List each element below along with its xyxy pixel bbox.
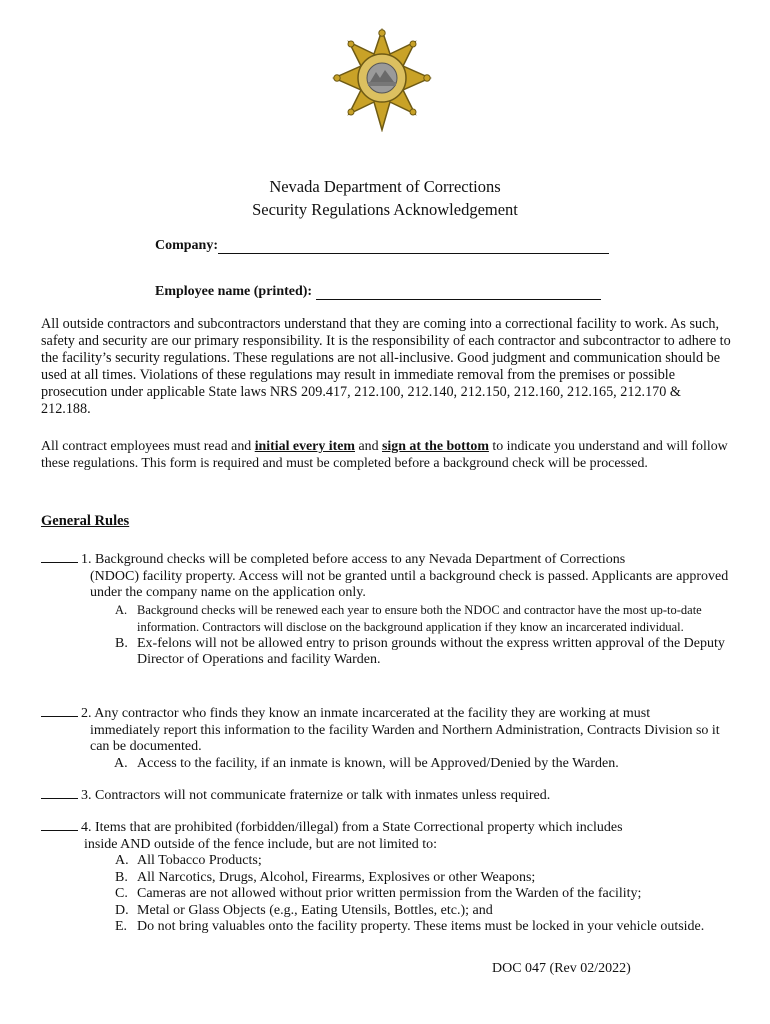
nevada-doc-star-badge-icon: [332, 28, 432, 132]
sub-letter: C.: [115, 886, 128, 901]
employee-name-field[interactable]: [155, 284, 601, 300]
rule-4-continued: inside AND outside of the fence include, but are not limited to:: [84, 836, 438, 852]
sub-letter: A.: [115, 602, 128, 617]
form-number-footer: DOC 047 (Rev 02/2022): [492, 961, 631, 976]
sub-text: All Narcotics, Drugs, Alcohol, Firearms, Explosives or other Weapons;: [137, 869, 536, 885]
company-label: Company:: [155, 238, 219, 253]
rule-item-2: [41, 704, 731, 772]
rule-4-text: 4. Items that are prohibited (forbidden/illegal) from a State Correctional property which includes: [81, 820, 623, 835]
rule-2-sub-a: [41, 756, 731, 773]
instructions-text-3: to indicate you understand and will follow these regulations. This form is required and must be completed before a background check will be processed.: [41, 439, 728, 471]
rule-4-sub-d: [41, 903, 731, 920]
rule-item-3: [41, 786, 731, 805]
rule-4-sub-b: [41, 870, 731, 887]
sub-text: Background checks will be renewed each year to ensure both the NDOC and contractor have the most up-to-date information. Contractors will disclose on the background application if they know an incarcerated individual.: [137, 602, 702, 634]
sub-text: Ex-felons will not be allowed entry to prison grounds without the express written approval of the Deputy Director of Operations and facility Warden.: [137, 635, 725, 667]
employee-name-label: Employee name (printed):: [155, 284, 313, 299]
rule-3-text: 3. Contractors will not communicate fraternize or talk with inmates unless required.: [81, 788, 551, 803]
rule-4-sub-c: [41, 886, 731, 903]
sub-text: Cameras are not allowed without prior written permission from the Warden of the facility;: [137, 886, 642, 901]
sub-letter: A.: [115, 853, 129, 868]
rule-1-text: 1. Background checks will be completed before access to any Nevada Department of Corrections: [81, 552, 626, 567]
rule-1-sub-a: [41, 602, 731, 636]
initial-blank-4[interactable]: [41, 818, 78, 831]
rule-2-continued: immediately report this information to the facility Warden and Northern Administration, Contracts Division so it can be documented.: [90, 722, 720, 754]
initial-every-item-emphasis: initial every item: [254, 439, 355, 454]
sub-text: All Tobacco Products;: [137, 853, 262, 868]
instructions-paragraph: [41, 439, 731, 472]
sub-letter: D.: [115, 902, 129, 918]
rule-4-sub-a: [41, 853, 731, 870]
document-subtitle: Security Regulations Acknowledgement: [252, 200, 518, 219]
company-field[interactable]: [155, 238, 609, 254]
employee-name-input-line[interactable]: [316, 285, 601, 300]
rule-1-sub-b: [41, 636, 731, 669]
instructions-text-1: All contract employees must read and: [41, 439, 255, 454]
sub-text: Access to the facility, if an inmate is known, will be Approved/Denied by the Warden.: [137, 755, 619, 771]
instructions-text-2: and: [355, 439, 383, 454]
rule-item-4: [41, 818, 731, 936]
initial-blank-2[interactable]: [41, 704, 78, 717]
sub-text: Do not bring valuables onto the facility property. These items must be locked in your vehicle outside.: [137, 919, 705, 934]
initial-blank-3[interactable]: [41, 786, 78, 799]
sub-letter: A.: [114, 755, 128, 771]
sub-letter: B.: [115, 869, 128, 885]
intro-paragraph: All outside contractors and subcontractors understand that they are coming into a correctional facility to work. As such, safety and security are our primary responsibility. It is the responsibility of each contractor and subcontractor to adhere to the facility’s security regulations. These regulations are not all-inclusive. Good judgment and communication should be used at all times. Violations of these regulations may result in immediate removal from the premises or possible prosecution under applicable State laws NRS 209.417, 212.100, 212.140, 212.150, 212.160, 212.165, 212.170 & 212.188.: [41, 316, 731, 417]
sub-letter: B.: [115, 635, 128, 651]
sub-letter: E.: [115, 919, 128, 934]
rule-1-continued: (NDOC) facility property. Access will not be granted until a background check is passed. Applicants are approved under the company name on the application only.: [90, 568, 729, 600]
sign-at-bottom-emphasis: sign at the bottom: [382, 439, 489, 454]
rule-2-text: 2. Any contractor who finds they know an inmate incarcerated at the facility they are working at must: [81, 706, 651, 721]
rule-4-sub-e: [41, 919, 731, 936]
general-rules-heading: General Rules: [41, 513, 130, 529]
initial-blank-1[interactable]: [41, 550, 78, 563]
company-input-line[interactable]: [218, 239, 609, 254]
document-title: Nevada Department of Corrections: [269, 177, 501, 196]
sub-text: Metal or Glass Objects (e.g., Eating Utensils, Bottles, etc.); and: [137, 902, 493, 918]
rule-item-1: [41, 550, 731, 669]
